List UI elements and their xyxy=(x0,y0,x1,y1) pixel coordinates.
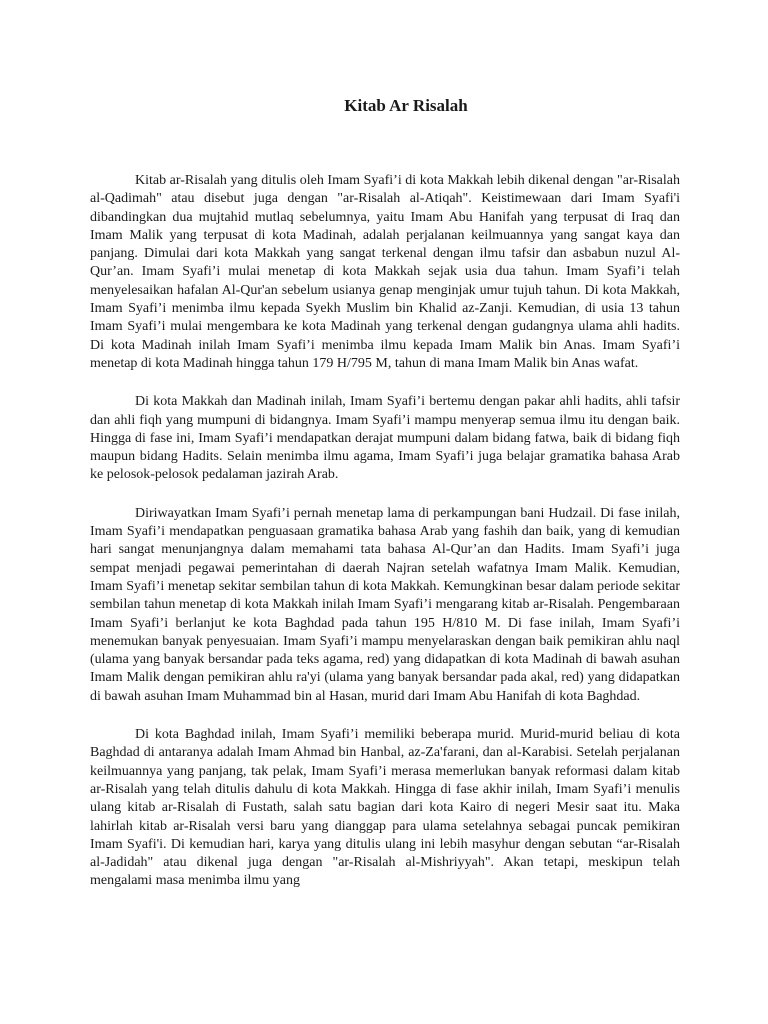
document-body xyxy=(90,172,680,911)
paragraph-3: Diriwayatkan Imam Syafi’i pernah menetap lama di perkampungan bani Hudzail. Di fase inilah, Imam Syafi’i mendapatkan penguasaan gramatika bahasa Arab yang fashih dan baik, yang di kemudian hari sangat menunjangnya dalam memahami tata bahasa Al-Qur’an dan Hadits. Imam Syafi’i juga sempat menjadi pegawai pemerintahan di daerah Najran setelah wafatnya Imam Malik. Kemudian, Imam Syafi’i menetap sekitar sembilan tahun di kota Makkah. Kemungkinan besar dalam periode sekitar sembilan tahun menetap di kota Makkah inilah Imam Syafi’i mengarang kitab ar-Risalah. Pengembaraan Imam Syafi’i berlanjut ke kota Baghdad pada tahun 195 H/810 M. Di fase inilah, Imam Syafi’i menemukan banyak penyesuaian. Imam Syafi’i mampu menyelaraskan dengan baik pemikiran ahlu naql (ulama yang banyak bersandar pada teks agama, red) yang didapatkan di kota Madinah di bawah asuhan Imam Malik dengan pemikiran ahlu ra'yi (ulama yang banyak bersandar pada akal, red) yang didapatkan di bawah asuhan Imam Muhammad bin al Hasan, murid dari Imam Abu Hanifah di kota Baghdad. xyxy=(90,505,680,704)
paragraph-1: Kitab ar-Risalah yang ditulis oleh Imam Syafi’i di kota Makkah lebih dikenal dengan "ar-Risalah al-Qadimah" atau disebut juga dengan "ar-Risalah al-Atiqah". Keistimewaan dari Imam Syafi'i dibandingkan dua mujtahid mutlaq sebelumnya, yaitu Imam Abu Hanifah yang terpusat di Iraq dan Imam Malik yang terpusat di kota Madinah, adalah perjalanan keilmuannya yang sangat kaya dan panjang. Dimulai dari kota Makkah yang sangat terkenal dengan ilmu tafsir dan asbabun nuzul Al-Qur’an. Imam Syafi’i mulai menetap di kota Makkah sejak usia dua tahun. Imam Syafi’i telah menyelesaikan hafalan Al-Qur'an sebelum usianya genap menginjak umur tujuh tahun. Di kota Makkah, Imam Syafi’i menimba ilmu kepada Syekh Muslim bin Khalid az-Zanji. Kemudian, di usia 13 tahun Imam Syafi’i mulai mengembara ke kota Madinah yang terkenal dengan gudangnya ulama ahli hadits. Di kota Madinah inilah Imam Syafi’i menimba ilmu kepada Imam Malik bin Anas. Imam Syafi’i menetap di kota Madinah hingga tahun 179 H/795 M, tahun di mana Imam Malik bin Anas wafat. xyxy=(90,173,680,371)
paragraph-4: Di kota Baghdad inilah, Imam Syafi’i memiliki beberapa murid. Murid-murid beliau di kota Baghdad di antaranya adalah Imam Ahmad bin Hanbal, az-Za'farani, dan al-Karabisi. Setelah perjalanan keilmuannya yang panjang, tak pelak, Imam Syafi’i merasa memerlukan banyak reformasi dalam kitab ar-Risalah yang telah ditulis dahulu di kota Makkah. Hingga di fase akhir inilah, Imam Syafi’i menulis ulang kitab ar-Risalah di Fustath, salah satu bagian dari kota Kairo di negeri Mesir saat itu. Maka lahirlah kitab ar-Risalah versi baru yang dianggap para ulama setelahnya sebagai puncak pemikiran Imam Syafi'i. Di kemudian hari, karya yang ditulis ulang ini lebih masyhur dengan sebutan “ar-Risalah al-Jadidah" atau dikenal juga dengan "ar-Risalah al-Mishriyyah". Akan tetapi, meskipun telah mengalami masa menimba ilmu yang xyxy=(90,727,680,889)
paragraph-2: Di kota Makkah dan Madinah inilah, Imam Syafi’i bertemu dengan pakar ahli hadits, ahli tafsir dan ahli fiqh yang mumpuni di bidangnya. Imam Syafi’i mampu menyerap semua ilmu itu dengan baik. Hingga di fase ini, Imam Syafi’i mendapatkan derajat mumpuni dalam bidang fatwa, baik di bidang fiqh maupun bidang Hadits. Selain menimba ilmu agama, Imam Syafi’i juga belajar gramatika bahasa Arab ke pelosok-pelosok pedalaman jazirah Arab. xyxy=(90,394,680,483)
document-title: Kitab Ar Risalah xyxy=(344,96,468,115)
